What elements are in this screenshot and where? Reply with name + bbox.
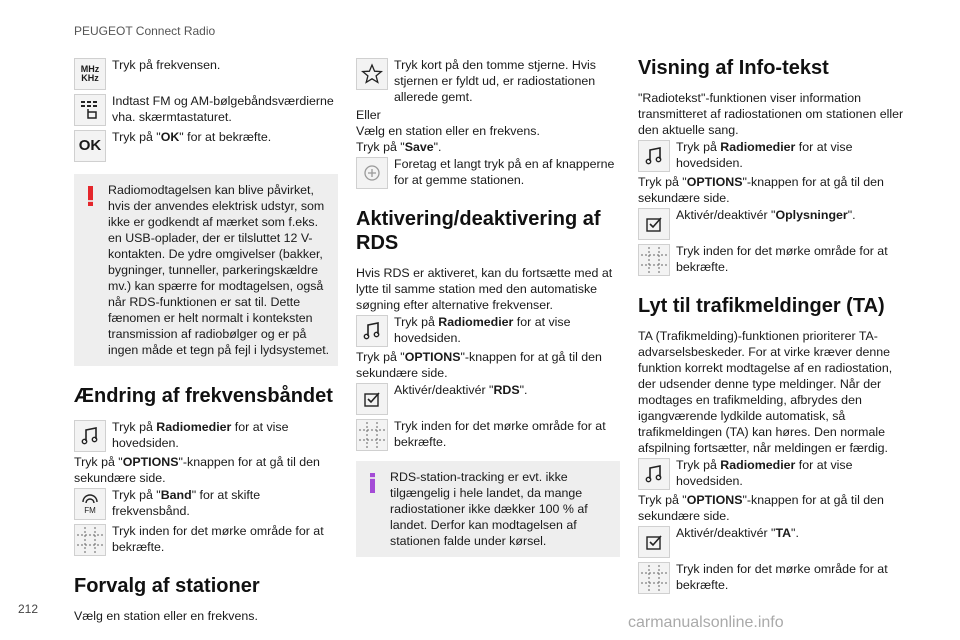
- ok-icon: OK: [74, 130, 106, 162]
- ta-step3: [638, 524, 906, 558]
- preset-intro: Vælg en station eller en frekvens.: [74, 609, 258, 623]
- mhz-icon: MHz KHz: [74, 58, 106, 90]
- heading-preset: Forvalg af stationer: [74, 575, 260, 597]
- rds-step3: [356, 381, 620, 415]
- info-step1: [638, 138, 906, 172]
- band-step4: [74, 522, 338, 556]
- ta-step4-text: Tryk inden for det mørke område for at bekræfte.: [676, 562, 888, 592]
- heading-info: Visning af Info-tekst: [638, 57, 829, 79]
- heading-rds: Aktivering/deaktivering af RDS: [356, 208, 601, 254]
- band-step1-text: Tryk på Radiomedier for at vise hovedsiden.: [112, 420, 289, 450]
- checkbox-icon: [638, 208, 670, 240]
- music-note-icon: [638, 458, 670, 490]
- info-step2-text: Tryk på "OPTIONS"-knappen for at gå til den sekundære side.: [638, 175, 884, 205]
- warning-note: [74, 174, 338, 366]
- save-text: Tryk på "Save".: [356, 140, 442, 154]
- info-intro: "Radiotekst"-funktionen viser information transmitteret af radiostationen om stationen eller den aktuelle sang.: [638, 91, 904, 137]
- column-2: [356, 56, 620, 567]
- svg-text:FM: FM: [84, 506, 96, 515]
- page-header: PEUGEOT Connect Radio: [74, 24, 216, 38]
- step-ok: [74, 128, 338, 162]
- info-step3-text: Aktivér/deaktivér "Oplysninger".: [676, 208, 856, 222]
- ta-step2-text: Tryk på "OPTIONS"-knappen for at gå til den sekundære side.: [638, 493, 884, 523]
- long-press-step: [356, 155, 620, 189]
- checkbox-icon: [356, 383, 388, 415]
- star-step: [356, 56, 620, 105]
- rds-intro: Hvis RDS er aktiveret, kan du fortsætte med at lytte til samme station med den automatiske søgning efter alternative frekvenser.: [356, 266, 613, 312]
- warning-text: Radiomodtagelsen kan blive påvirket, hvis der anvendes elektrisk udstyr, som ikke er godkendt af mærket som f.eks. en USB-oplader, der er tilsluttet 12 V-kontakten. De ydre omgivelser (bakker, bygninger, tunneller, parkeringskældre mv.) kan spærre for modtagelsen, også når RDS-funktionen er sat til. Dette fænomen er helt normalt i konteksten transmission af radiobølger og er på ingen måde et tegn på fejl i lydsystemet.: [108, 183, 330, 357]
- rds-step3-text: Aktivér/deaktivér "RDS".: [394, 383, 528, 397]
- column-3: [638, 56, 906, 596]
- info-icon: [370, 471, 375, 495]
- select-text: Vælg en station eller en frekvens.: [356, 124, 540, 138]
- music-note-icon: [638, 140, 670, 172]
- step-ok-text: Tryk på "OK" for at bekræfte.: [112, 130, 272, 144]
- info-step1-text: Tryk på Radiomedier for at vise hovedsiden.: [676, 140, 853, 170]
- info-note-text: RDS-station-tracking er evt. ikke tilgængelig i hele landet, da mange radiostationer ikke dækker 100 % af landet. Derfor kan modtagelsen af stationen falde under kørsel.: [390, 470, 588, 548]
- step-enter-text: Indtast FM og AM-bølgebåndsværdierne vha. skærmtastaturet.: [112, 94, 334, 124]
- keypad-hand-icon: [74, 94, 106, 126]
- long-press-text: Foretag et langt tryk på en af knapperne for at gemme stationen.: [394, 157, 615, 187]
- rds-step4-text: Tryk inden for det mørke område for at bekræfte.: [394, 419, 606, 449]
- info-note: [356, 461, 620, 557]
- grid-confirm-icon: [74, 524, 106, 556]
- star-icon: [356, 58, 388, 90]
- music-note-icon: [356, 315, 388, 347]
- ta-step3-text: Aktivér/deaktivér "TA".: [676, 526, 799, 540]
- rds-step1: [356, 313, 620, 347]
- star-step-text: Tryk kort på den tomme stjerne. Hvis stjernen er fyldt ud, er radiostationen allerede gemt.: [394, 58, 596, 104]
- step-freq: [74, 56, 338, 90]
- ta-step1-text: Tryk på Radiomedier for at vise hovedsiden.: [676, 458, 853, 488]
- band-step4-text: Tryk inden for det mørke område for at bekræfte.: [112, 524, 324, 554]
- rds-step4: [356, 417, 620, 451]
- checkbox-icon: [638, 526, 670, 558]
- ta-step4: [638, 560, 906, 594]
- page-number: 212: [18, 602, 39, 616]
- info-step4: [638, 242, 906, 276]
- or-text: Eller: [356, 108, 381, 122]
- column-1: [74, 56, 338, 624]
- rds-step1-text: Tryk på Radiomedier for at vise hovedsiden.: [394, 315, 571, 345]
- ta-step1: [638, 456, 906, 490]
- music-note-icon: [74, 420, 106, 452]
- grid-confirm-icon: [638, 244, 670, 276]
- band-step3-text: Tryk på "Band" for at skifte frekvensbånd.: [112, 488, 261, 518]
- band-step1: [74, 418, 338, 452]
- rds-step2-text: Tryk på "OPTIONS"-knappen for at gå til den sekundære side.: [356, 350, 602, 380]
- ta-intro: TA (Trafikmelding)-funktionen prioriterer TA-advarselsbeskeder. For at virke kræver denne funktion korrekt modtagelse af en radiostation, der udsender denne type meldinger. Når der modtages en trafikmelding, afbrydes den igangværende lydkilde automatisk, så trafikmeldingen (TA) kan høres. Den normale afspilning fortsætter, når meldingen er færdig.: [638, 329, 893, 455]
- heading-ta: Lyt til trafikmeldinger (TA): [638, 295, 885, 317]
- warning-icon: [88, 184, 93, 208]
- watermark: carmanualsonline.info: [628, 614, 784, 631]
- heading-band: Ændring af frekvensbåndet: [74, 385, 333, 407]
- grid-confirm-icon: [638, 562, 670, 594]
- grid-confirm-icon: [356, 419, 388, 451]
- step-freq-text: Tryk på frekvensen.: [112, 58, 221, 72]
- add-preset-icon: [356, 157, 388, 189]
- fm-band-icon: [74, 488, 106, 520]
- band-step2-text: Tryk på "OPTIONS"-knappen for at gå til den sekundære side.: [74, 455, 320, 485]
- info-step4-text: Tryk inden for det mørke område for at bekræfte.: [676, 244, 888, 274]
- band-step3: [74, 486, 338, 520]
- step-enter: [74, 92, 338, 126]
- info-step3: [638, 206, 906, 240]
